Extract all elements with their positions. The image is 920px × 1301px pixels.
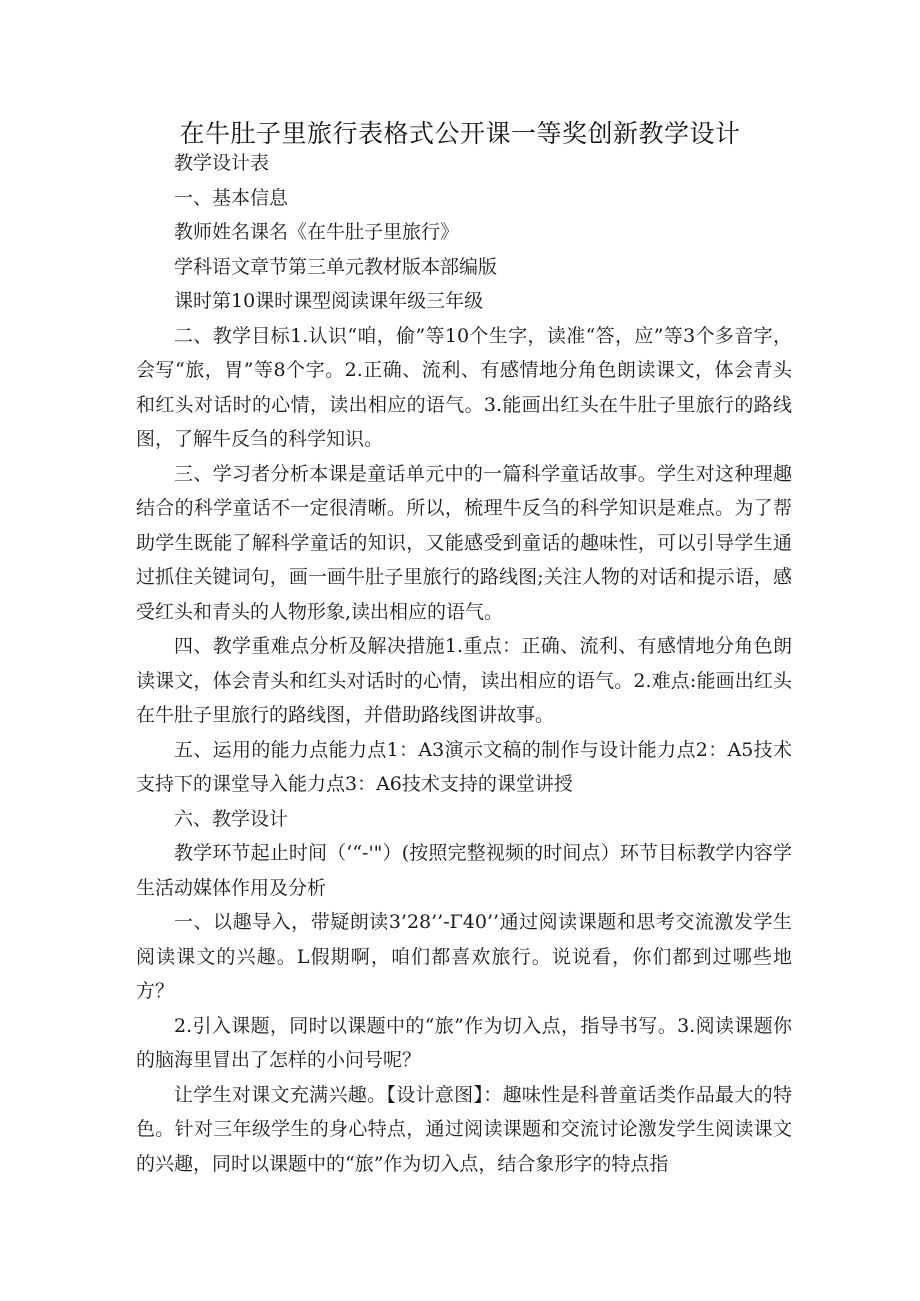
paragraph-key-difficulties: 四、教学重难点分析及解决措施1.重点：正确、流利、有感情地分角色朗读课文，体会青头和红头对话时的心情，读出相应的语气。2.难点:能画出红头在牛肚子里旅行的路线图，并借助路线图讲故事。 (136, 635, 792, 726)
paragraph-teaching-design-heading: 六、教学设计 (174, 807, 289, 830)
document-body (136, 146, 792, 1181)
paragraph-ability-points: 五、运用的能力点能力点1：A3演示文稿的制作与设计能力点2：A5技术支持下的课堂导入能力点3：A6技术支持的课堂讲授 (136, 738, 792, 795)
paragraph-lesson-type: 课时第10课时课型阅读课年级三年级 (174, 290, 484, 312)
paragraph-step-one: 一、以趣导入，带疑朗读3’28’’-Γ40’’通过阅读课题和思考交流激发学生阅读课文的兴趣。L假期啊，咱们都喜欢旅行。说说看，你们都到过哪些地方？ (136, 911, 792, 1002)
paragraph-step-one-cont: 2.引入课题，同时以课题中的“旅”作为切入点，指导书写。3.阅读课题你的脑海里冒出了怎样的小问号呢？ (136, 1014, 792, 1071)
paragraph-subject-chapter: 学科语文章节第三单元教材版本部编版 (174, 255, 498, 278)
paragraph-table-label: 教学设计表 (174, 152, 270, 174)
paragraph-teacher-lesson: 教师姓名课名《在牛肚子里旅行》 (174, 221, 460, 243)
paragraph-teaching-goals: 二、教学目标1.认识“咱，偷”等10个生字，读准“答，应”等3个多音字，会写“旅，胃”等8个字。2.正确、流利、有感情地分角色朗读课文，体会青头和红头对话时的心情，读出相应的语气。3.能画出红头在牛肚子里旅行的路线图，了解牛反刍的科学知识。 (136, 324, 792, 450)
document-title: 在牛肚子里旅行表格式公开课一等奖创新教学设计 (179, 119, 741, 148)
paragraph-basic-info-heading: 一、基本信息 (174, 186, 289, 209)
paragraph-table-columns: 教学环节起止时间（‘“-'"）(按照完整视频的时间点）环节目标教学内容学生活动媒体作用及分析 (136, 842, 792, 899)
paragraph-learner-analysis: 三、学习者分析本课是童话单元中的一篇科学童话故事。学生对这种理趣结合的科学童话不一定很清晰。所以，梳理牛反刍的科学知识是难点。为了帮助学生既能了解科学童话的知识，又能感受到童话的趣味性，可以引导学生通过抓住关键词句，画一画牛肚子里旅行的路线图;关注人物的对话和提示语，感受红头和青头的人物形象,读出相应的语气。 (136, 462, 792, 623)
paragraph-design-intent: 让学生对课文充满兴趣。【设计意图】：趣味性是科普童话类作品最大的特色。针对三年级学生的身心特点，通过阅读课题和交流讨论激发学生阅读课文的兴趣，同时以课题中的“旅”作为切入点，结合象形字的特点指 (136, 1083, 792, 1175)
